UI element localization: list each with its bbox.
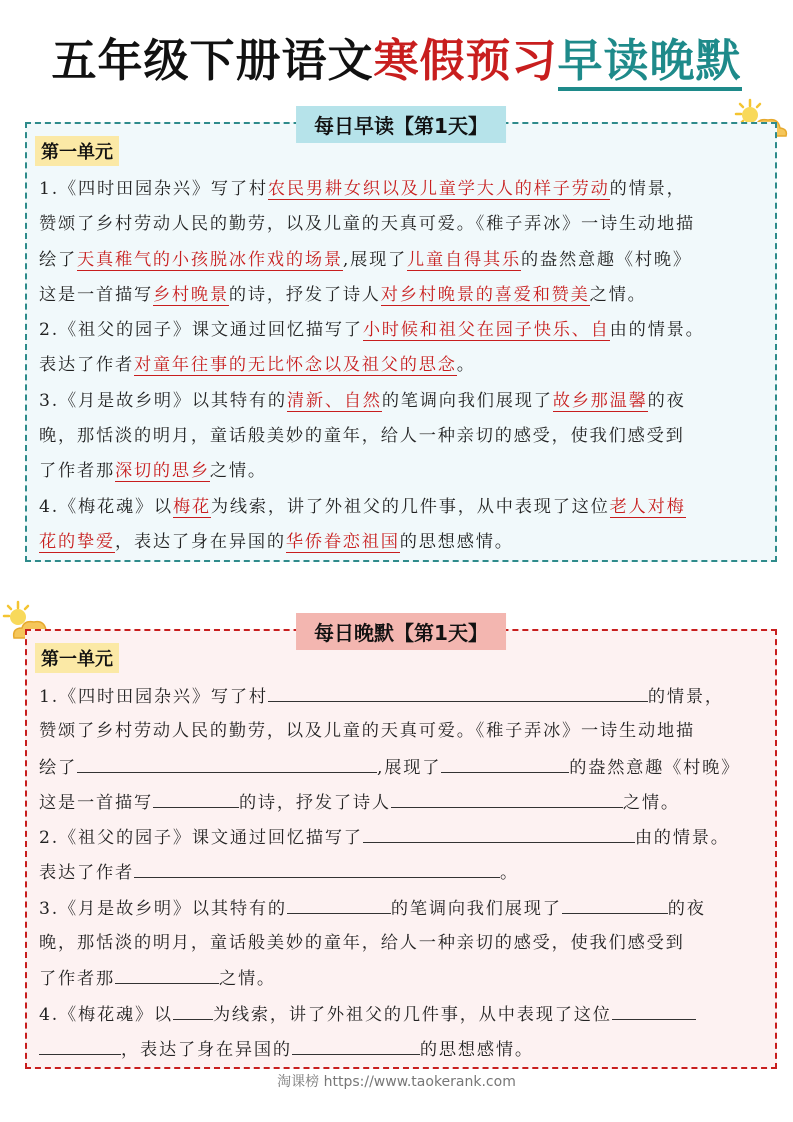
text-line — [39, 750, 769, 785]
text-segment: 的盎然意趣《村晚》 — [569, 757, 741, 778]
fill-in-blank[interactable] — [173, 997, 213, 1020]
unit-label: 第一单元 — [35, 643, 119, 673]
answer-highlight: 梅花 — [172, 496, 211, 517]
fill-in-blank[interactable] — [77, 750, 377, 773]
fill-in-blank[interactable] — [268, 679, 648, 702]
fill-in-blank[interactable] — [134, 855, 500, 878]
text-line — [39, 855, 769, 890]
text-segment: 2.《祖父的园子》课文通过回忆描写了 — [39, 828, 363, 849]
text-segment: 1.《四时田园杂兴》写了村 — [39, 179, 268, 199]
text-line — [39, 820, 769, 855]
title-morning-evening: 早读晚默 — [558, 34, 742, 91]
fill-in-blank[interactable] — [292, 1032, 420, 1055]
text-line — [39, 243, 769, 278]
answer-highlight: 清新、自然 — [286, 390, 382, 411]
text-segment: 赞颂了乡村劳动人民的勤劳，以及儿童的天真可爱。《稚子弄冰》一诗生动地描 — [39, 721, 695, 742]
text-segment: 为线索，讲了外祖父的几件事，从中表现了这位 — [210, 496, 610, 517]
text-segment: 3.《月是故乡明》以其特有的 — [39, 390, 287, 411]
text-segment: 之情。 — [218, 969, 276, 990]
answer-highlight: 天真稚气的小孩脱冰作戏的场景 — [76, 249, 343, 270]
text-segment: 这是一首描写 — [39, 284, 153, 305]
fill-in-blank[interactable] — [562, 891, 668, 914]
text-line — [39, 454, 769, 489]
text-segment: 这是一首描写 — [39, 792, 153, 813]
morning-reading-text — [39, 172, 769, 560]
fill-in-blank[interactable] — [391, 785, 623, 808]
text-segment: 1.《四时田园杂兴》写了村 — [39, 687, 268, 707]
text-line — [39, 997, 769, 1032]
text-segment: ，表达了身在异国的 — [121, 1039, 292, 1060]
text-segment: 2.《祖父的园子》课文通过回忆描写了 — [39, 320, 363, 341]
text-line — [39, 1032, 769, 1067]
answer-highlight: 华侨眷恋祖国 — [285, 531, 400, 552]
text-segment: 表达了作者 — [39, 355, 134, 376]
footer-source: 淘课榜 https://www.taokerank.com — [277, 1074, 516, 1090]
answer-highlight: 对乡村晚景的喜爱和赞美 — [380, 284, 590, 305]
text-segment: 的笔调向我们展现了 — [381, 390, 553, 411]
text-segment: 的夜 — [647, 390, 686, 411]
answer-highlight: 深切的思乡 — [114, 461, 210, 482]
answer-highlight: 儿童自得其乐 — [407, 249, 521, 270]
text-segment: 赞颂了乡村劳动人民的勤劳，以及儿童的天真可爱。《稚子弄冰》一诗生动地描 — [39, 214, 695, 235]
morning-reading-section — [25, 114, 777, 562]
evening-dictation-tab: 每日晚默【第1天】 — [296, 613, 506, 650]
text-segment: 之情。 — [589, 284, 647, 305]
text-segment: 之情。 — [622, 792, 680, 813]
fill-in-blank[interactable] — [363, 820, 635, 843]
text-line — [39, 172, 769, 207]
text-segment: 的诗，抒发了诗人 — [228, 284, 381, 305]
fill-in-blank[interactable] — [287, 891, 391, 914]
text-line — [39, 525, 769, 560]
answer-highlight: 对童年往事的无比怀念以及祖父的思念 — [133, 355, 457, 376]
text-segment: 由的情景。 — [609, 320, 705, 341]
text-segment: 的笔调向我们展现了 — [390, 898, 562, 919]
text-segment: 。 — [499, 863, 519, 884]
title-winter-preview: 寒假预习 — [373, 34, 558, 87]
text-line — [39, 961, 769, 996]
answer-highlight: 故乡那温馨 — [552, 390, 648, 411]
text-line — [39, 384, 769, 419]
text-line — [39, 419, 769, 454]
fill-in-blank[interactable] — [441, 750, 569, 773]
morning-reading-tab: 每日早读【第1天】 — [296, 106, 506, 143]
text-line — [39, 679, 769, 714]
text-segment: 。 — [456, 355, 476, 376]
text-segment: ,展现了 — [376, 757, 442, 778]
text-segment: ,展现了 — [342, 249, 408, 270]
answer-highlight: 花的挚爱 — [39, 531, 115, 552]
text-line — [39, 348, 769, 383]
text-segment: ，表达了身在异国的 — [114, 531, 286, 552]
text-segment: 由的情景。 — [634, 828, 730, 849]
answer-highlight: 小时候和祖父在园子快乐、自 — [362, 320, 610, 341]
text-segment: 的情景， — [647, 687, 724, 707]
text-segment: 绘了 — [39, 757, 77, 778]
text-line — [39, 891, 769, 926]
text-line — [39, 490, 769, 525]
answer-highlight: 老人对梅 — [609, 496, 686, 517]
answer-highlight: 乡村晚景 — [152, 284, 229, 305]
text-segment: 的情景， — [609, 179, 686, 199]
text-line — [39, 926, 769, 961]
text-line — [39, 714, 769, 749]
fill-in-blank[interactable] — [39, 1032, 121, 1055]
text-segment: 的思想感情。 — [399, 531, 514, 552]
text-segment: 晚，那恬淡的明月，童话般美妙的童年，给人一种亲切的感受，使我们感受到 — [39, 426, 685, 447]
fill-in-blank[interactable] — [153, 785, 239, 808]
page-title — [0, 30, 793, 92]
text-line — [39, 785, 769, 820]
evening-dictation-section — [25, 621, 777, 1069]
unit-label: 第一单元 — [35, 136, 119, 166]
text-segment: 了作者那 — [39, 461, 115, 482]
fill-in-blank[interactable] — [612, 997, 696, 1020]
text-segment: 4.《梅花魂》以 — [39, 1004, 173, 1025]
text-segment: 表达了作者 — [39, 863, 134, 884]
text-line — [39, 278, 769, 313]
text-segment: 之情。 — [209, 461, 267, 482]
text-segment: 晚，那恬淡的明月，童话般美妙的童年，给人一种亲切的感受，使我们感受到 — [39, 933, 685, 954]
text-segment: 3.《月是故乡明》以其特有的 — [39, 898, 287, 919]
text-line — [39, 313, 769, 348]
text-segment: 4.《梅花魂》以 — [39, 496, 173, 517]
text-segment: 绘了 — [39, 249, 77, 270]
evening-dictation-text — [39, 679, 769, 1067]
text-segment: 的诗，抒发了诗人 — [238, 792, 391, 813]
text-segment: 的夜 — [667, 898, 706, 919]
text-line — [39, 207, 769, 242]
answer-highlight: 农民男耕女织以及儿童学大人的样子劳动 — [267, 179, 610, 199]
text-segment: 了作者那 — [39, 969, 115, 990]
text-segment: 为线索，讲了外祖父的几件事，从中表现了这位 — [212, 1004, 612, 1025]
fill-in-blank[interactable] — [115, 961, 219, 984]
text-segment: 的盎然意趣《村晚》 — [520, 249, 692, 270]
title-grade: 五年级下册语文 — [51, 34, 374, 87]
text-segment: 的思想感情。 — [419, 1039, 534, 1060]
